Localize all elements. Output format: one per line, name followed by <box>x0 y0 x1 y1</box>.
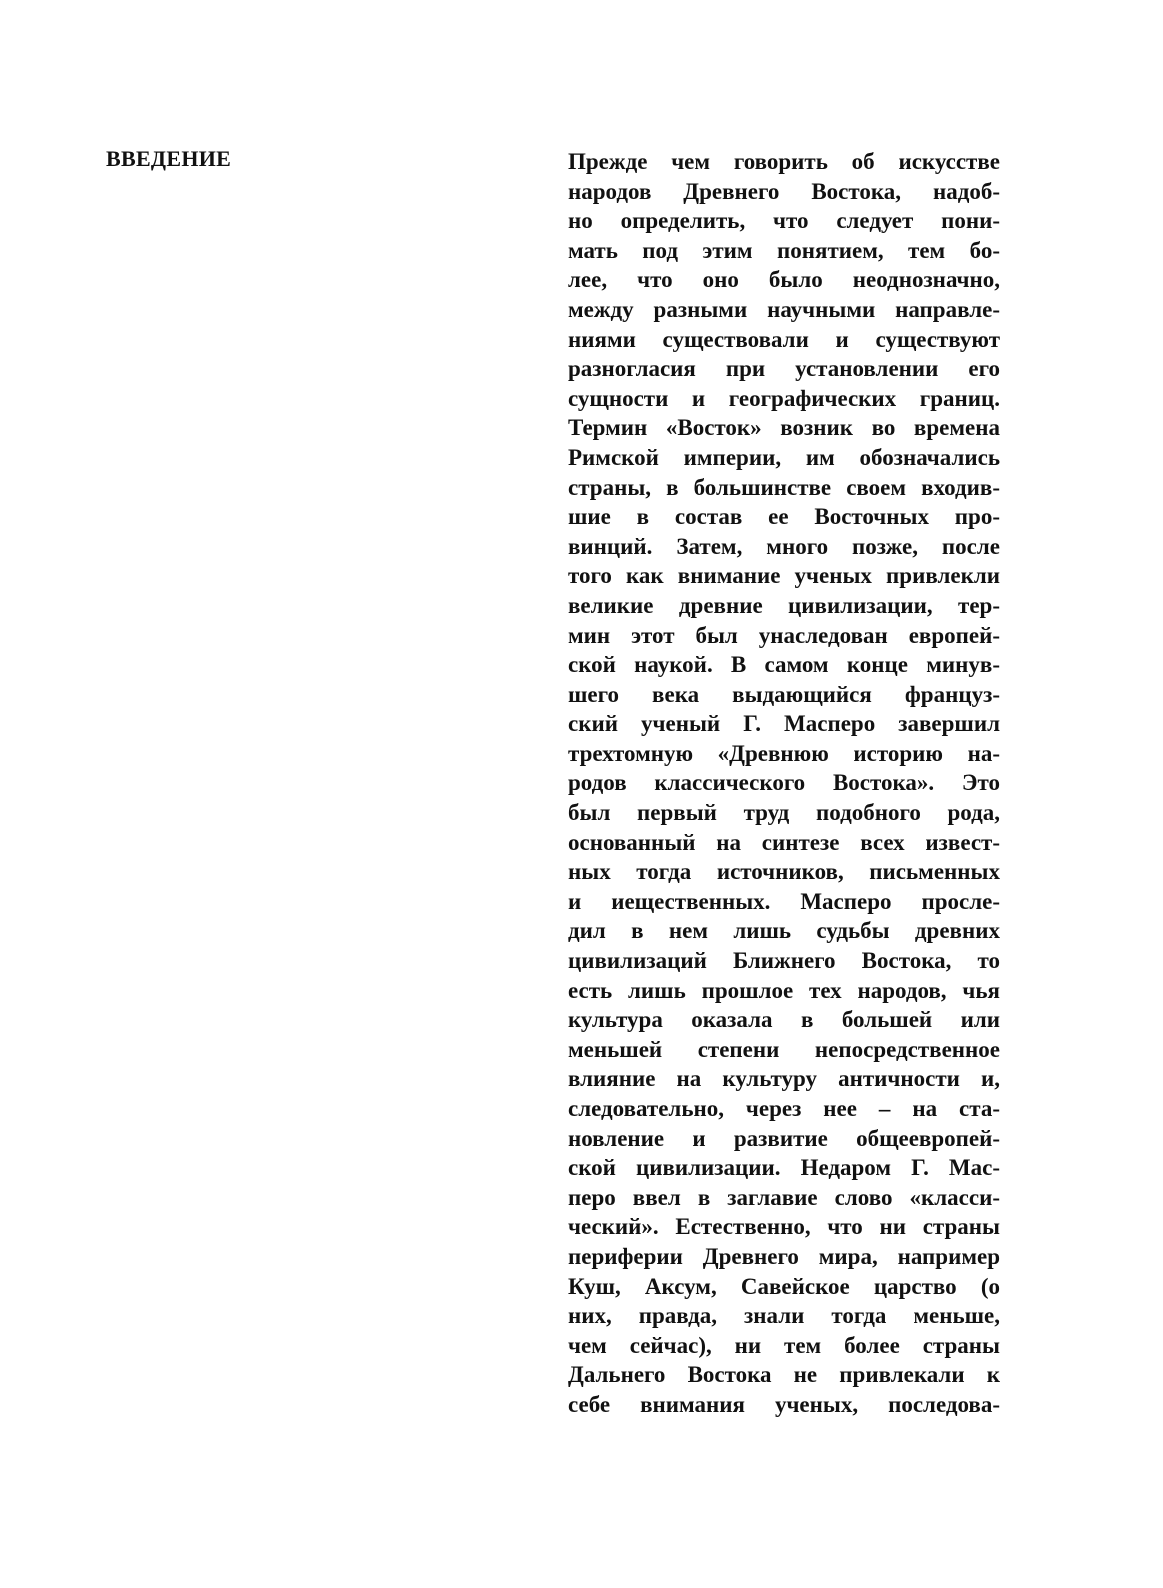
text-line: влияние на культуру античности и, <box>568 1066 1000 1092</box>
text-line: мать под этим понятием, тем бо- <box>568 237 1000 263</box>
text-line: меньшей степени непосредственное <box>568 1036 1000 1062</box>
text-line: был первый труд подобного рода, <box>568 800 1000 826</box>
text-line: великие древние цивилизации, тер- <box>568 592 1000 618</box>
text-line: цивилизаций Ближнего Востока, то <box>568 948 1000 974</box>
text-line: сущности и географических границ. <box>568 385 1000 411</box>
section-heading: ВВЕДЕНИЕ <box>106 146 232 171</box>
text-line: страны, в большинстве своем входив- <box>568 474 1000 500</box>
text-line: Прежде чем говорить об искусстве <box>568 149 1000 174</box>
text-line: трехтомную «Древнюю историю на- <box>568 740 1000 766</box>
text-line: между разными научными направле- <box>568 296 1000 322</box>
text-line: дил в нем лишь судьбы древних <box>568 918 1000 944</box>
text-line: и иещественных. Масперо просле- <box>568 888 1000 914</box>
text-line: Дальнего Востока не привлекали к <box>568 1362 1000 1388</box>
text-line: новление и развитие общеевропей- <box>568 1125 1000 1151</box>
text-line: них, правда, знали тогда меньше, <box>568 1303 1000 1329</box>
text-line: шего века выдающийся француз- <box>568 681 1000 707</box>
text-line: чем сейчас), ни тем более страны <box>568 1332 1000 1358</box>
text-line: но определить, что следует пони- <box>568 208 1000 234</box>
text-line: народов Древнего Востока, надоб- <box>568 178 1000 204</box>
body-text-column <box>568 147 1000 1420</box>
text-line: ных тогда источников, письменных <box>568 859 1000 885</box>
text-line: мин этот был унаследован европей- <box>568 622 1000 648</box>
text-line: Куш, Аксум, Савейское царство (о <box>568 1273 1000 1299</box>
text-line: основанный на синтезе всех извест- <box>568 829 1000 855</box>
text-line: есть лишь прошлое тех народов, чья <box>568 977 1000 1003</box>
text-line: ниями существовали и существуют <box>568 326 1000 352</box>
text-line: перо ввел в заглавие слово «класси- <box>568 1184 1000 1210</box>
text-line: культура оказала в большей или <box>568 1007 1000 1033</box>
text-line: ский ученый Г. Масперо завершил <box>568 711 1000 737</box>
text-line: себе внимания ученых, последова- <box>568 1391 1000 1417</box>
text-line: ческий». Естественно, что ни страны <box>568 1214 1000 1240</box>
text-line: шие в состав ее Восточных про- <box>568 504 1000 530</box>
text-line: Римской империи, им обозначались <box>568 444 1000 470</box>
text-line: следовательно, через нее – на ста- <box>568 1096 1000 1121</box>
text-line: разногласия при установлении его <box>568 356 1000 382</box>
text-line: винций. Затем, много позже, после <box>568 533 1000 559</box>
text-line: лее, что оно было неоднозначно, <box>568 267 1000 293</box>
text-line: родов классического Востока». Это <box>568 770 1000 796</box>
text-line: ской цивилизации. Недаром Г. Мас- <box>568 1155 1000 1181</box>
text-line: Термин «Восток» возник во времена <box>568 415 1000 441</box>
text-line: того как внимание ученых привлекли <box>568 563 1000 589</box>
text-line: ской наукой. В самом конце минув- <box>568 652 1000 678</box>
text-line: периферии Древнего мира, например <box>568 1243 1000 1269</box>
